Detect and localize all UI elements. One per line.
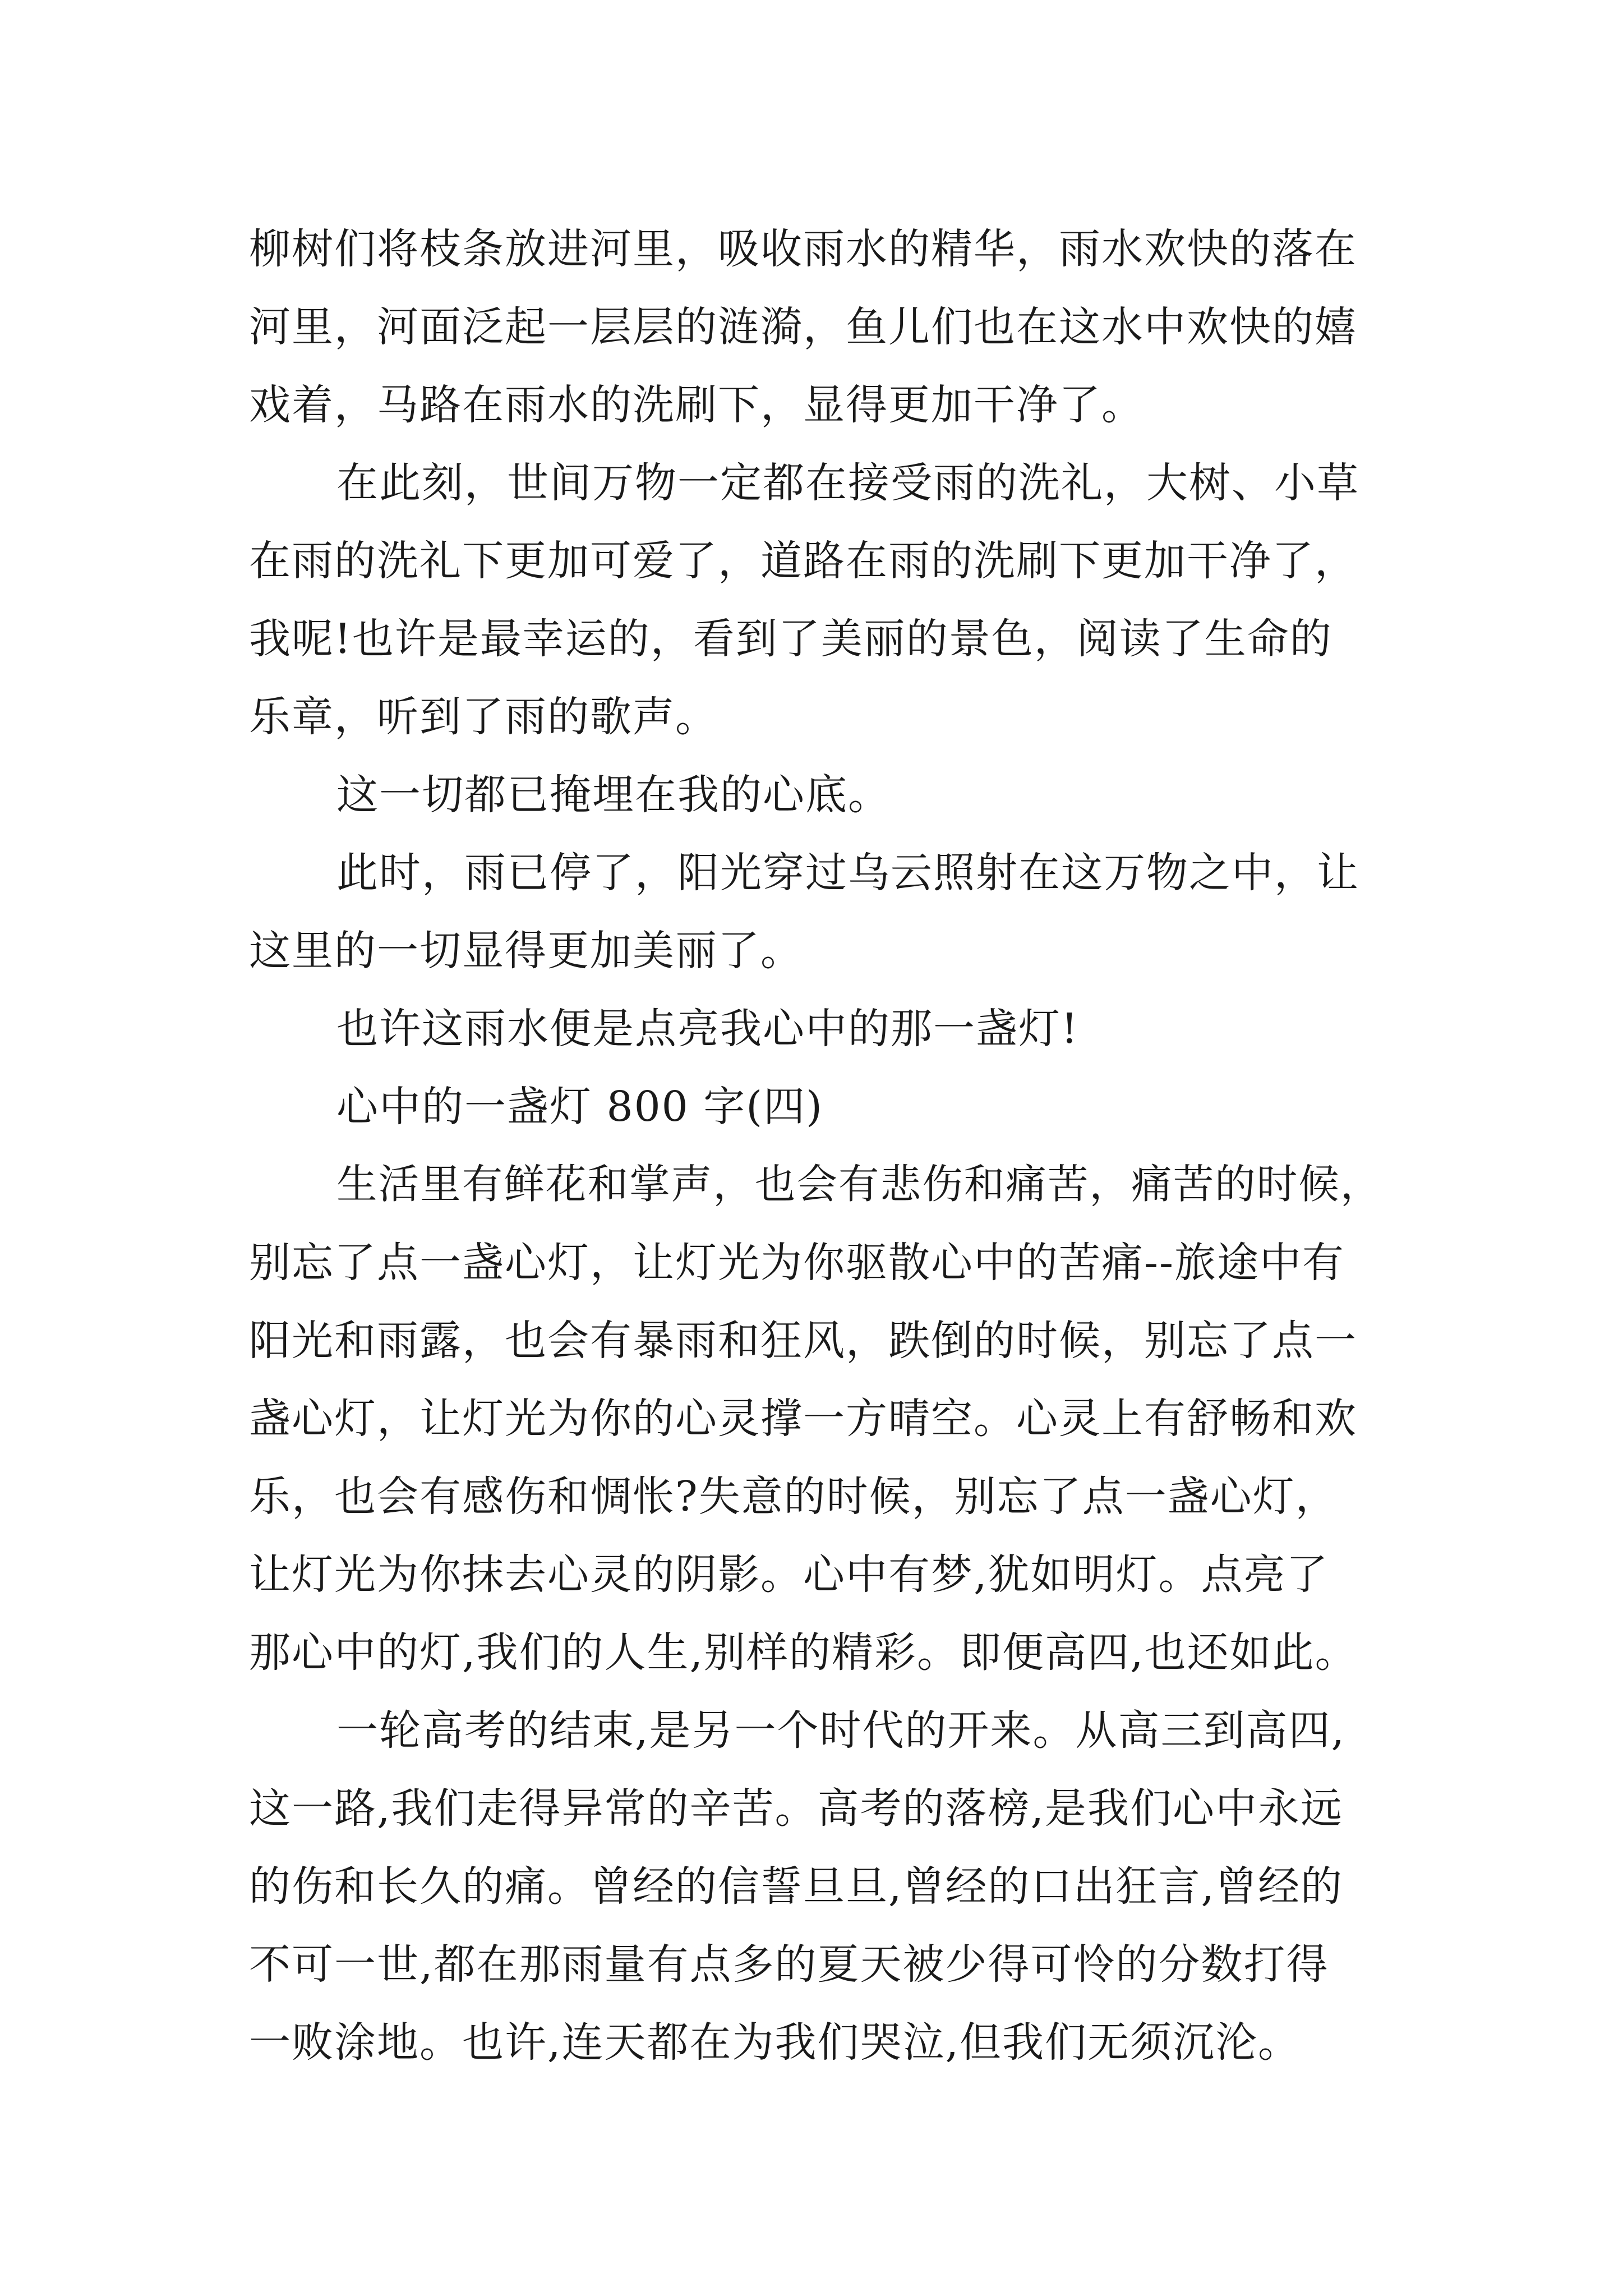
text-line: 盏心灯，让灯光为你的心灵撑一方晴空。心灵上有舒畅和欢 — [249, 1395, 1357, 1443]
text-line: 一轮高考的结束,是另一个时代的开来。从高三到高四, — [336, 1706, 1346, 1755]
text-line: 一败涂地。也许,连天都在为我们哭泣,但我们无须沉沦。 — [249, 2018, 1301, 2067]
text-line: 我呢!也许是最幸运的，看到了美丽的景色，阅读了生命的 — [249, 615, 1332, 663]
text-line: 在此刻，世间万物一定都在接受雨的洗礼，大树、小草 — [336, 459, 1359, 507]
text-line: 心中的一盏灯 800 字(四) — [336, 1083, 824, 1131]
text-line: 生活里有鲜花和掌声，也会有悲伤和痛苦，痛苦的时候， — [336, 1161, 1382, 1208]
text-line: 戏着，马路在雨水的洗刷下，显得更加干净了。 — [249, 381, 1144, 429]
text-line: 让灯光为你抹去心灵的阴影。心中有梦,犹如明灯。点亮了 — [249, 1550, 1329, 1599]
body-text — [249, 210, 1382, 2082]
text-line: 乐章，听到了雨的歌声。 — [249, 693, 718, 741]
text-line: 的伤和长久的痛。曾经的信誓旦旦,曾经的口出狂言,曾经的 — [249, 1862, 1344, 1911]
text-line: 别忘了点一盏心灯，让灯光为你驱散心中的苦痛--旅途中有 — [249, 1239, 1345, 1287]
text-line: 这里的一切显得更加美丽了。 — [249, 927, 803, 975]
text-line: 柳树们将枝条放进河里，吸收雨水的精华，雨水欢快的落在 — [249, 225, 1357, 273]
text-line: 这一路,我们走得异常的辛苦。高考的落榜,是我们心中永远 — [249, 1784, 1344, 1833]
text-line: 也许这雨水便是点亮我心中的那一盏灯! — [336, 1005, 1079, 1053]
text-line: 河里，河面泛起一层层的涟漪，鱼儿们也在这水中欢快的嬉 — [249, 303, 1357, 351]
text-line: 乐，也会有感伤和惆怅?失意的时候，别忘了点一盏心灯， — [249, 1473, 1338, 1521]
text-line: 阳光和雨露，也会有暴雨和狂风，跌倒的时候，别忘了点一 — [249, 1317, 1357, 1365]
text-line: 那心中的灯,我们的人生,别样的精彩。即便高四,也还如此。 — [249, 1628, 1358, 1677]
text-line: 在雨的洗礼下更加可爱了，道路在雨的洗刷下更加干净了， — [249, 537, 1357, 585]
text-line: 不可一世,都在那雨量有点多的夏天被少得可怜的分数打得 — [249, 1940, 1329, 1989]
text-line: 这一切都已掩埋在我的心底。 — [336, 771, 891, 819]
text-line: 此时，雨已停了，阳光穿过乌云照射在这万物之中，让 — [336, 849, 1359, 897]
